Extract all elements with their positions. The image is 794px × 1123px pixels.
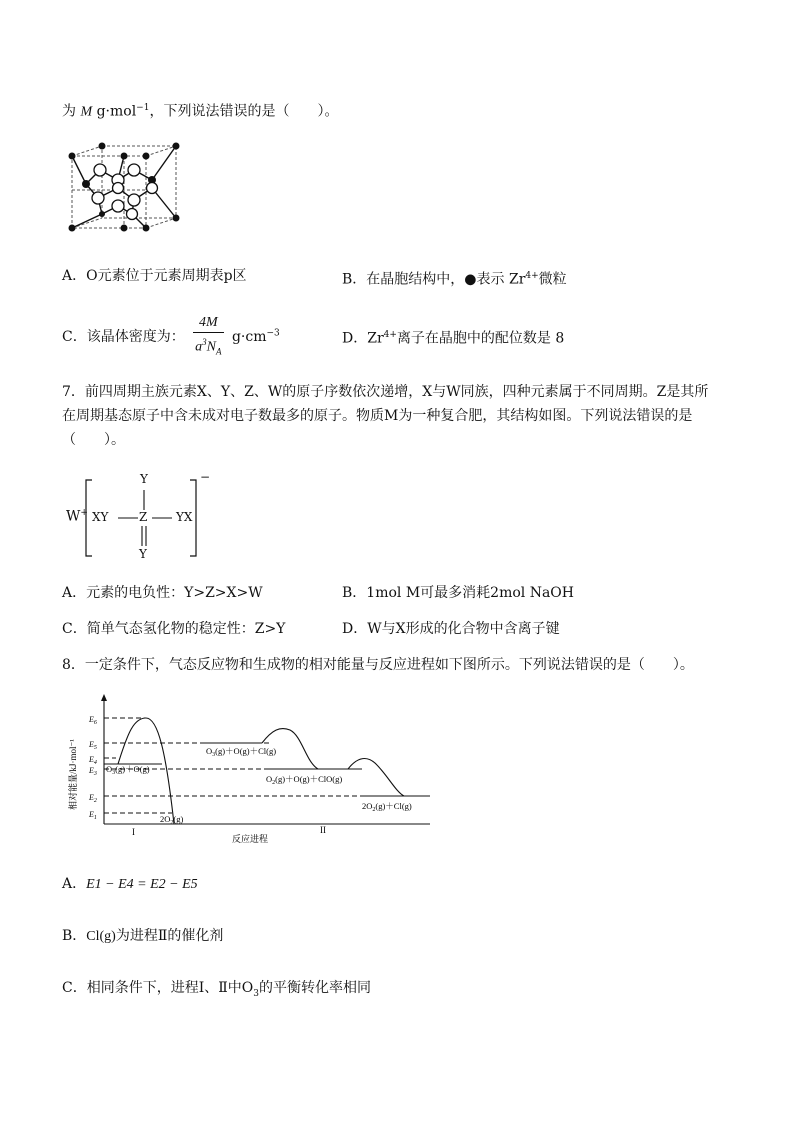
q7-option-a: A．元素的电负性：Y>Z>X>W <box>62 585 263 601</box>
q8-option-b <box>62 926 223 947</box>
q6-option-d <box>342 325 564 349</box>
q6-option-c-exp: −3 <box>266 328 280 339</box>
q8-option-c-prefix: C．相同条件下，进程Ⅰ、Ⅱ中O <box>62 980 254 996</box>
q8-stem: 8．一定条件下，气态反应物和生成物的相对能量与反应进程如下图所示。下列说法错误的是（ ）。 <box>62 657 694 673</box>
svg-text:E2: $E_2$ <box>89 793 97 804</box>
q8-option-c-sub: 3 <box>253 988 259 999</box>
q6-option-a: A．O元素位于元素周期表p区 <box>62 268 247 284</box>
svg-text:E5: $E_5$ <box>89 740 97 751</box>
energy-x-label: 反应进程 <box>232 834 269 844</box>
struct-left-group: XY <box>92 510 109 524</box>
svg-text:E3: $E_3$ <box>89 766 97 777</box>
energy-axis-label: 相对能量/kJ·mol⁻¹ <box>68 739 78 810</box>
species-o3-o: $O_3(g)+O(g)$ <box>106 764 150 776</box>
struct-top-atom: Y <box>140 472 148 486</box>
q7-option-c: C．简单气态氢化物的稳定性：Z>Y <box>62 621 286 637</box>
struct-cation-charge: + <box>80 508 88 518</box>
q8-option-b-species: Cl(g) <box>86 929 116 944</box>
den-sub: A <box>216 346 222 357</box>
q7-stem <box>62 380 742 452</box>
y-axis-arrow <box>101 694 107 701</box>
crystal-cell-diagram <box>62 140 187 238</box>
process-label-i: I <box>132 827 135 837</box>
struct-anion-charge: − <box>200 470 211 484</box>
q6-stem-exp: −1 <box>136 103 150 113</box>
species-o2-o-clo: $O_2(g)+O(g)+ClO(g)$ <box>266 774 343 786</box>
struct-center-atom: Z <box>139 510 148 524</box>
svg-text:E1: $E_1$ <box>89 810 97 821</box>
species-o3-o-cl: $O_3(g)+O(g)+Cl(g)$ <box>206 746 277 758</box>
q8-option-a <box>62 874 198 895</box>
q8-option-c-suffix: 的平衡转化率相同 <box>258 980 371 996</box>
q7-stem-line-1: 7．前四周期主族元素X、Y、Z、W的原子序数依次递增，X与W同族，四种元素属于不同周期。Z是其所 <box>62 384 709 400</box>
den-exp: 3 <box>202 337 207 347</box>
struct-right-group: YX <box>176 510 193 524</box>
q7-option-b: B．1mol M可最多消耗2mol NaOH <box>342 585 574 601</box>
svg-text:E4: $E_4$ <box>89 755 97 766</box>
q8-option-a-prefix: A． <box>62 876 87 892</box>
fraction-denominator <box>193 333 223 360</box>
q8-option-c <box>62 978 371 1004</box>
species-2o2-cl: $2O_2(g)+Cl(g)$ <box>362 801 412 813</box>
q6-option-b-ion: 表示 Zr <box>476 271 526 288</box>
q6-option-b <box>342 266 567 290</box>
q8-option-b-suffix: 为进程Ⅱ的催化剂 <box>115 928 224 944</box>
q8-option-b-prefix: B． <box>62 928 87 944</box>
process-label-ii: II <box>320 825 326 835</box>
energy-level-ticks <box>88 715 97 821</box>
svg-text:E6: $E_6$ <box>89 715 97 726</box>
q7-option-d: D．W与X形成的化合物中含离子键 <box>342 621 560 637</box>
q6-option-b-prefix: B．在晶胞结构中， <box>342 271 465 288</box>
species-2o2: $2O_2(g)$ <box>160 814 184 826</box>
den-n: N <box>206 339 217 355</box>
den-a: a <box>195 339 203 355</box>
q7-stem-line-2: 在周期基态原子中含未成对电子数最多的原子。物质M为一种复合肥，其结构如图。下列说法错误的是 <box>62 408 693 424</box>
q6-stem <box>62 98 338 123</box>
species-labels <box>106 746 412 826</box>
q7-structure-diagram <box>62 470 222 560</box>
q6-stem-suffix: ，下列说法错误的是（ ）。 <box>149 103 339 120</box>
q6-option-d-suffix: 离子在晶胞中的配位数是 8 <box>396 330 565 347</box>
energy-dashed-lines <box>104 718 430 813</box>
q6-option-b-charge: 4+ <box>525 271 539 281</box>
q6-stem-unit: g·mol <box>96 103 137 120</box>
q7-stem-line-3: （ ）。 <box>62 432 125 448</box>
q8-energy-diagram <box>62 692 437 852</box>
fraction-numerator: 4M <box>193 314 223 333</box>
q6-option-c-unit: g·cm <box>231 329 267 346</box>
struct-cation-symbol: W <box>66 508 81 525</box>
q6-option-d-prefix: D．Zr <box>342 330 384 347</box>
q6-option-c <box>62 314 280 360</box>
density-fraction <box>193 314 223 360</box>
q6-option-d-charge: 4+ <box>383 330 397 340</box>
struct-bottom-atom: Y <box>139 547 147 561</box>
black-dot-icon: ● <box>464 271 477 288</box>
q8-option-a-expression: E1 − E4 = E2 − E5 <box>86 877 198 892</box>
q6-stem-prefix: 为 <box>62 103 76 120</box>
q6-option-b-suffix: 微粒 <box>538 271 567 288</box>
q6-option-c-prefix: C．该晶体密度为： <box>62 329 185 346</box>
q6-molar-symbol: M <box>80 104 93 120</box>
